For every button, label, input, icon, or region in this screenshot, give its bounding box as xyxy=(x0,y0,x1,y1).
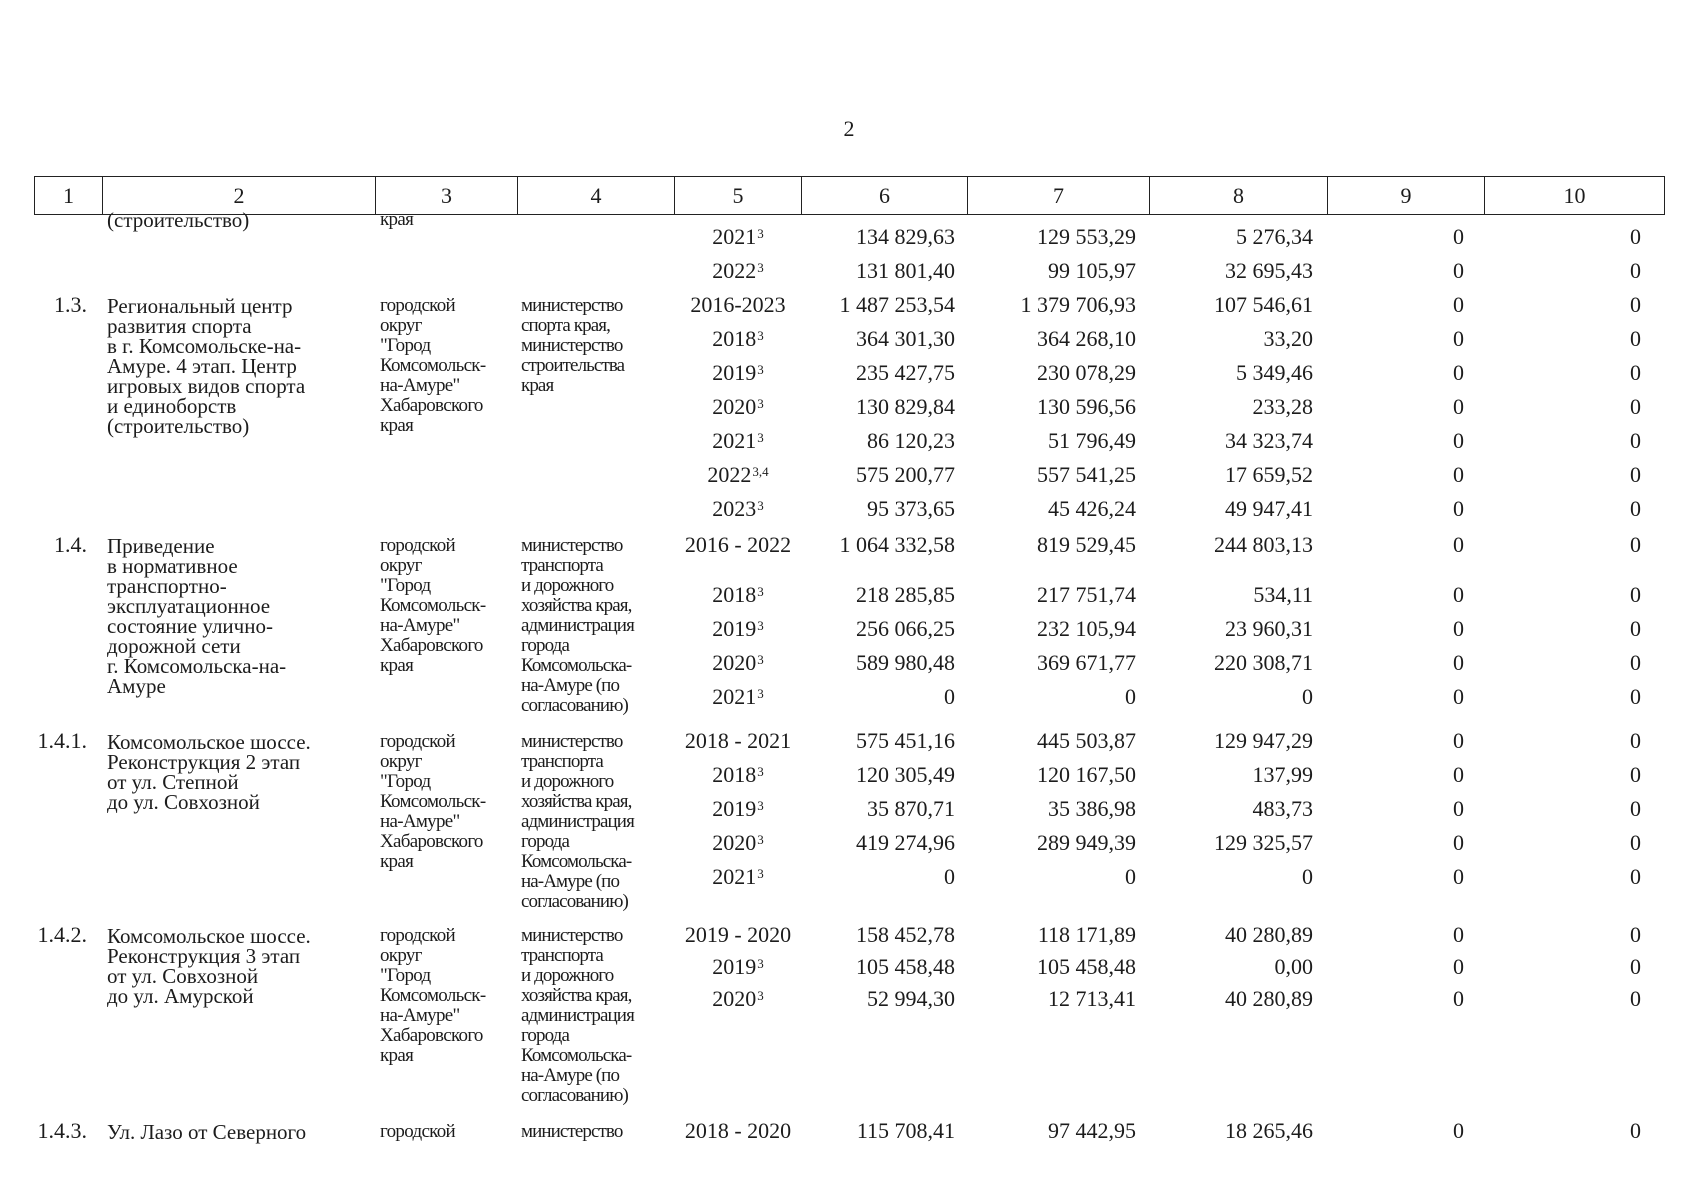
value-col-6: 218 285,85 xyxy=(856,582,955,607)
value-col-8: 0 xyxy=(1302,864,1313,889)
value-col-10: 0 xyxy=(1630,650,1641,675)
value-col-8: 233,28 xyxy=(1252,394,1313,419)
year-cell xyxy=(674,728,802,754)
value-col-9: 0 xyxy=(1453,428,1464,453)
value-col-8: 33,20 xyxy=(1263,326,1313,351)
value-col-7: 217 751,74 xyxy=(1037,582,1136,607)
value-col-10: 0 xyxy=(1630,1118,1641,1143)
value-col-8: 32 695,43 xyxy=(1225,258,1313,283)
footnote-mark: 3 xyxy=(757,260,764,275)
header-col-9: 9 xyxy=(1328,177,1485,215)
footnote-mark: 3 xyxy=(757,396,764,411)
year-value: 2016-2023 xyxy=(690,292,786,317)
value-col-10: 0 xyxy=(1630,922,1641,947)
value-col-7: 45 426,24 xyxy=(1048,496,1136,521)
year-value: 2021 xyxy=(712,864,757,889)
year-value: 2018 xyxy=(712,582,757,607)
year-value: 2020 xyxy=(712,650,757,675)
footnote-mark: 3 xyxy=(757,430,764,445)
year-cell xyxy=(674,954,802,980)
value-col-10: 0 xyxy=(1630,224,1641,249)
year-value: 2016 - 2022 xyxy=(684,532,792,557)
year-cell xyxy=(674,428,802,454)
value-col-8: 40 280,89 xyxy=(1225,922,1313,947)
value-col-10: 0 xyxy=(1630,582,1641,607)
value-col-7: 51 796,49 xyxy=(1048,428,1136,453)
footnote-mark: 3 xyxy=(757,498,764,513)
value-col-8: 220 308,71 xyxy=(1214,650,1313,675)
year-cell xyxy=(674,864,802,890)
year-cell xyxy=(674,258,802,284)
year-cell xyxy=(674,532,802,558)
value-col-6: 364 301,30 xyxy=(856,326,955,351)
value-col-9: 0 xyxy=(1453,762,1464,787)
value-col-9: 0 xyxy=(1453,796,1464,821)
value-col-10: 0 xyxy=(1630,462,1641,487)
value-col-8: 483,73 xyxy=(1252,796,1313,821)
value-col-6: 134 829,63 xyxy=(856,224,955,249)
value-col-7: 445 503,87 xyxy=(1037,728,1136,753)
value-col-9: 0 xyxy=(1453,496,1464,521)
year-cell xyxy=(674,496,802,522)
year-cell xyxy=(674,986,802,1012)
page-number: 2 xyxy=(843,116,855,141)
footnote-mark: 3 xyxy=(757,764,764,779)
value-col-6: 131 801,40 xyxy=(856,258,955,283)
value-col-8: 5 349,46 xyxy=(1236,360,1313,385)
year-value: 2021 xyxy=(712,428,757,453)
item-executor: министерство спорта края, министерство строительства края xyxy=(521,295,625,396)
footnote-mark: 3 xyxy=(757,686,764,701)
value-col-8: 244 803,13 xyxy=(1214,532,1313,557)
item-territory: городской округ "Город Комсомольск- на-Амуре" Хабаровского края xyxy=(380,535,486,676)
value-col-7: 105 458,48 xyxy=(1037,954,1136,979)
year-value: 2019 xyxy=(712,796,757,821)
value-col-7: 364 268,10 xyxy=(1037,326,1136,351)
value-col-6: 1 064 332,58 xyxy=(839,532,955,557)
year-value: 2020 xyxy=(712,394,757,419)
value-col-6: 419 274,96 xyxy=(856,830,955,855)
item-territory: городской xyxy=(380,1121,456,1142)
year-cell xyxy=(674,684,802,710)
year-cell xyxy=(674,830,802,856)
value-col-10: 0 xyxy=(1630,360,1641,385)
item-name: Ул. Лазо от Северного xyxy=(107,1120,307,1144)
value-col-10: 0 xyxy=(1630,616,1641,641)
year-cell xyxy=(674,326,802,352)
item-index: 1.4.1. xyxy=(37,728,87,753)
value-col-9: 0 xyxy=(1453,922,1464,947)
value-col-7: 232 105,94 xyxy=(1037,616,1136,641)
year-cell xyxy=(674,1118,802,1144)
year-cell xyxy=(674,922,802,948)
year-value: 2018 - 2020 xyxy=(684,1118,792,1143)
year-cell xyxy=(674,224,802,250)
value-col-9: 0 xyxy=(1453,360,1464,385)
value-col-9: 0 xyxy=(1453,462,1464,487)
year-cell xyxy=(674,616,802,642)
footnote-mark: 3 xyxy=(757,584,764,599)
value-col-6: 95 373,65 xyxy=(867,496,955,521)
header-col-3: 3 xyxy=(376,177,518,215)
year-value: 2019 xyxy=(712,616,757,641)
value-col-10: 0 xyxy=(1630,728,1641,753)
value-col-9: 0 xyxy=(1453,582,1464,607)
value-col-10: 0 xyxy=(1630,292,1641,317)
footnote-mark: 3 xyxy=(757,362,764,377)
value-col-10: 0 xyxy=(1630,326,1641,351)
year-cell xyxy=(674,762,802,788)
value-col-7: 0 xyxy=(1125,864,1136,889)
value-col-8: 34 323,74 xyxy=(1225,428,1313,453)
value-col-6: 589 980,48 xyxy=(856,650,955,675)
value-col-6: 575 200,77 xyxy=(856,462,955,487)
value-col-6: 256 066,25 xyxy=(856,616,955,641)
value-col-9: 0 xyxy=(1453,258,1464,283)
footnote-mark: 3 xyxy=(757,988,764,1003)
value-col-9: 0 xyxy=(1453,292,1464,317)
year-cell xyxy=(674,394,802,420)
value-col-8: 5 276,34 xyxy=(1236,224,1313,249)
value-col-7: 129 553,29 xyxy=(1037,224,1136,249)
footnote-mark: 3,4 xyxy=(752,464,769,479)
year-cell xyxy=(674,650,802,676)
value-col-7: 35 386,98 xyxy=(1048,796,1136,821)
value-col-9: 0 xyxy=(1453,394,1464,419)
year-value: 2022 xyxy=(707,462,752,487)
footnote-mark: 3 xyxy=(757,866,764,881)
item-name: Приведение в нормативное транспортно- эксплуатационное состояние улично- дорожной сети г. Комсомольска-на- Амуре xyxy=(107,534,287,698)
footnote-mark: 3 xyxy=(757,956,764,971)
footnote-mark: 3 xyxy=(757,328,764,343)
value-col-7: 97 442,95 xyxy=(1048,1118,1136,1143)
year-value: 2021 xyxy=(712,224,757,249)
value-col-9: 0 xyxy=(1453,532,1464,557)
header-col-5: 5 xyxy=(675,177,802,215)
year-value: 2023 xyxy=(712,496,757,521)
value-col-9: 0 xyxy=(1453,684,1464,709)
value-col-8: 0 xyxy=(1302,684,1313,709)
value-col-10: 0 xyxy=(1630,684,1641,709)
value-col-8: 0,00 xyxy=(1274,954,1313,979)
item-name: Комсомольское шоссе. Реконструкция 2 этап от ул. Степной до ул. Совхозной xyxy=(107,730,311,814)
value-col-9: 0 xyxy=(1453,830,1464,855)
item-name: Региональный центр развития спорта в г. Комсомольске-на- Амуре. 4 этап. Центр игровых видов спорта и единоборств (строительство) xyxy=(107,294,306,438)
value-col-8: 129 325,57 xyxy=(1214,830,1313,855)
footnote-mark: 3 xyxy=(757,798,764,813)
year-value: 2018 xyxy=(712,762,757,787)
value-col-8: 17 659,52 xyxy=(1225,462,1313,487)
item-territory: городской округ "Город Комсомольск- на-Амуре" Хабаровского края xyxy=(380,731,486,872)
value-col-6: 158 452,78 xyxy=(856,922,955,947)
value-col-9: 0 xyxy=(1453,986,1464,1011)
value-col-10: 0 xyxy=(1630,864,1641,889)
value-col-8: 49 947,41 xyxy=(1225,496,1313,521)
header-col-2: 2 xyxy=(103,177,376,215)
value-col-8: 129 947,29 xyxy=(1214,728,1313,753)
value-col-9: 0 xyxy=(1453,954,1464,979)
year-cell xyxy=(674,360,802,386)
header-col-1: 1 xyxy=(35,177,103,215)
year-value: 2018 xyxy=(712,326,757,351)
year-value: 2022 xyxy=(712,258,757,283)
header-col-10: 10 xyxy=(1485,177,1665,215)
value-col-8: 23 960,31 xyxy=(1225,616,1313,641)
value-col-10: 0 xyxy=(1630,258,1641,283)
value-col-6: 1 487 253,54 xyxy=(839,292,955,317)
year-value: 2019 - 2020 xyxy=(684,922,792,947)
value-col-10: 0 xyxy=(1630,796,1641,821)
item-index: 1.3. xyxy=(54,292,87,317)
value-col-8: 40 280,89 xyxy=(1225,986,1313,1011)
year-value: 2019 xyxy=(712,954,757,979)
value-col-7: 557 541,25 xyxy=(1037,462,1136,487)
item-executor: министерство транспорта и дорожного хозяйства края, администрация города Комсомольска- на-Амуре (по согласованию) xyxy=(521,731,634,912)
year-value: 2021 xyxy=(712,684,757,709)
value-col-10: 0 xyxy=(1630,496,1641,521)
value-col-6: 0 xyxy=(944,684,955,709)
value-col-10: 0 xyxy=(1630,394,1641,419)
value-col-10: 0 xyxy=(1630,532,1641,557)
header-col-6: 6 xyxy=(802,177,968,215)
value-col-6: 575 451,16 xyxy=(856,728,955,753)
item-index: 1.4.2. xyxy=(37,922,87,947)
value-col-10: 0 xyxy=(1630,762,1641,787)
value-col-7: 130 596,56 xyxy=(1037,394,1136,419)
value-col-7: 118 171,89 xyxy=(1037,922,1136,947)
value-col-9: 0 xyxy=(1453,728,1464,753)
value-col-10: 0 xyxy=(1630,986,1641,1011)
footnote-mark: 3 xyxy=(757,652,764,667)
value-col-6: 35 870,71 xyxy=(867,796,955,821)
value-col-7: 230 078,29 xyxy=(1037,360,1136,385)
value-col-7: 0 xyxy=(1125,684,1136,709)
value-col-7: 1 379 706,93 xyxy=(1020,292,1136,317)
year-value: 2019 xyxy=(712,360,757,385)
value-col-7: 369 671,77 xyxy=(1037,650,1136,675)
carry-territory: края xyxy=(380,209,414,230)
value-col-6: 120 305,49 xyxy=(856,762,955,787)
value-col-6: 115 708,41 xyxy=(856,1118,955,1143)
value-col-6: 52 994,30 xyxy=(867,986,955,1011)
value-col-6: 105 458,48 xyxy=(856,954,955,979)
value-col-8: 18 265,46 xyxy=(1225,1118,1313,1143)
item-territory: городской округ "Город Комсомольск- на-Амуре" Хабаровского края xyxy=(380,295,486,436)
value-col-6: 130 829,84 xyxy=(856,394,955,419)
value-col-9: 0 xyxy=(1453,1118,1464,1143)
header-col-8: 8 xyxy=(1150,177,1328,215)
header-col-7: 7 xyxy=(968,177,1150,215)
value-col-7: 819 529,45 xyxy=(1037,532,1136,557)
item-executor: министерство транспорта и дорожного хозяйства края, администрация города Комсомольска- на-Амуре (по согласованию) xyxy=(521,535,634,716)
item-name: Комсомольское шоссе. Реконструкция 3 этап от ул. Совхозной до ул. Амурской xyxy=(107,924,311,1008)
value-col-9: 0 xyxy=(1453,616,1464,641)
value-col-7: 12 713,41 xyxy=(1048,986,1136,1011)
item-territory: городской округ "Город Комсомольск- на-Амуре" Хабаровского края xyxy=(380,925,486,1066)
value-col-9: 0 xyxy=(1453,224,1464,249)
value-col-10: 0 xyxy=(1630,830,1641,855)
item-executor: министерство транспорта и дорожного хозяйства края, администрация города Комсомольска- на-Амуре (по согласованию) xyxy=(521,925,634,1106)
value-col-10: 0 xyxy=(1630,428,1641,453)
year-cell xyxy=(674,582,802,608)
value-col-8: 534,11 xyxy=(1253,582,1313,607)
year-value: 2020 xyxy=(712,830,757,855)
value-col-9: 0 xyxy=(1453,864,1464,889)
carry-name: (строительство) xyxy=(107,208,250,232)
value-col-7: 120 167,50 xyxy=(1037,762,1136,787)
value-col-6: 86 120,23 xyxy=(867,428,955,453)
value-col-10: 0 xyxy=(1630,954,1641,979)
value-col-9: 0 xyxy=(1453,650,1464,675)
value-col-8: 107 546,61 xyxy=(1214,292,1313,317)
value-col-9: 0 xyxy=(1453,326,1464,351)
year-cell xyxy=(674,292,802,318)
year-cell xyxy=(674,462,802,488)
value-col-8: 137,99 xyxy=(1252,762,1313,787)
year-value: 2020 xyxy=(712,986,757,1011)
value-col-6: 0 xyxy=(944,864,955,889)
footnote-mark: 3 xyxy=(757,832,764,847)
item-index: 1.4. xyxy=(54,532,87,557)
header-col-4: 4 xyxy=(518,177,675,215)
value-col-7: 289 949,39 xyxy=(1037,830,1136,855)
item-executor: министерство xyxy=(521,1121,623,1142)
value-col-7: 99 105,97 xyxy=(1048,258,1136,283)
footnote-mark: 3 xyxy=(757,618,764,633)
item-index: 1.4.3. xyxy=(37,1118,87,1143)
value-col-6: 235 427,75 xyxy=(856,360,955,385)
footnote-mark: 3 xyxy=(757,226,764,241)
year-cell xyxy=(674,796,802,822)
year-value: 2018 - 2021 xyxy=(684,728,792,753)
